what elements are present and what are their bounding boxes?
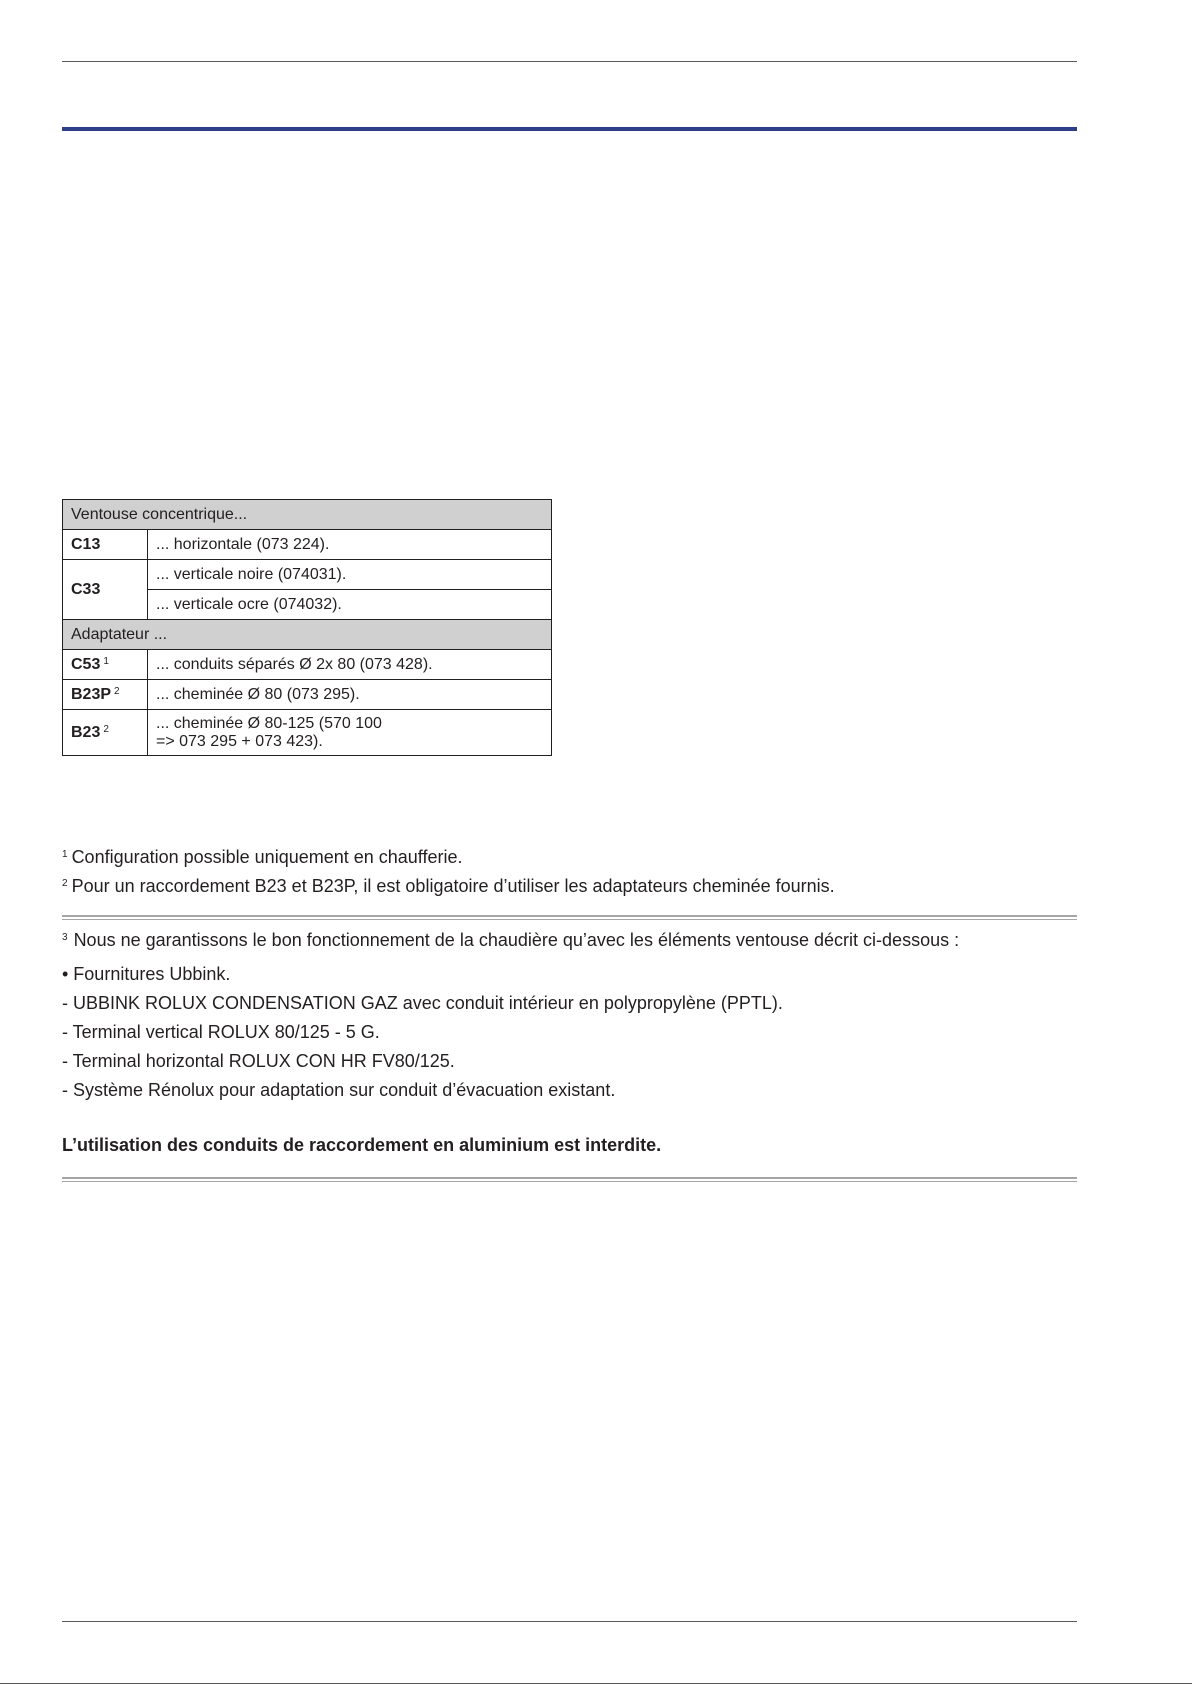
table-desc-cell: ... cheminée Ø 80 (073 295).	[148, 680, 552, 710]
footnote-2: $^2$ Pour un raccordement B23 et B23P, il est obligatoire d’utiliser les adaptateurs cheminée fournis.	[62, 876, 835, 896]
table-desc-cell: ... verticale ocre (074032).	[148, 590, 552, 620]
page-edge-rule	[0, 1683, 1192, 1684]
table-desc-cell: ... horizontale (073 224).	[148, 530, 552, 560]
note-list-item: • Fournitures Ubbink.	[62, 964, 231, 984]
footer-rule	[62, 1621, 1077, 1622]
table-code-cell: B23P $^2$	[63, 680, 148, 710]
table-section-header: Ventouse concentrique...	[63, 500, 552, 530]
table-desc-cell: ... verticale noire (074031).	[148, 560, 552, 590]
footnote-1: $^1$ Configuration possible uniquement en chaufferie.	[62, 847, 463, 867]
table-desc-cell: ... conduits séparés Ø 2x 80 (073 428).	[148, 650, 552, 680]
footnote-ref: 1	[103, 655, 109, 667]
note-list-item: - Système Rénolux pour adaptation sur conduit d’évacuation existant.	[62, 1080, 616, 1100]
header-rule	[62, 61, 1077, 62]
note-list-item: - Terminal horizontal ROLUX CON HR FV80/125.	[62, 1051, 455, 1071]
flue-configuration-table	[62, 499, 552, 756]
note-box-top-rule	[62, 915, 1077, 920]
table-section-header: Adaptateur ...	[63, 620, 552, 650]
table-code-cell: C33	[63, 560, 148, 620]
note-box-bottom-rule	[62, 1177, 1077, 1182]
note-list-item: - UBBINK ROLUX CONDENSATION GAZ avec conduit intérieur en polypropylène (PPTL).	[62, 993, 783, 1013]
table-desc-cell: ... cheminée Ø 80-125 (570 100 => 073 295 + 073 423).	[148, 710, 552, 756]
table-code-cell: C53 $^1$	[63, 650, 148, 680]
table-code-cell: B23 $^2$	[63, 710, 148, 756]
note-list-item: - Terminal vertical ROLUX 80/125 - 5 G.	[62, 1022, 380, 1042]
ventouse-note-box	[62, 930, 959, 1164]
section-title-rule	[62, 127, 1077, 131]
table-code-cell: C13	[63, 530, 148, 560]
footnote-ref: 2	[103, 723, 109, 735]
footnote-ref: 2	[114, 685, 120, 697]
aluminium-warning: L’utilisation des conduits de raccordement en aluminium est interdite.	[62, 1135, 662, 1155]
note-3: $^3$ Nous ne garantissons le bon fonctionnement de la chaudière qu’avec les éléments ventouse décrit ci-dessous :	[62, 930, 960, 950]
